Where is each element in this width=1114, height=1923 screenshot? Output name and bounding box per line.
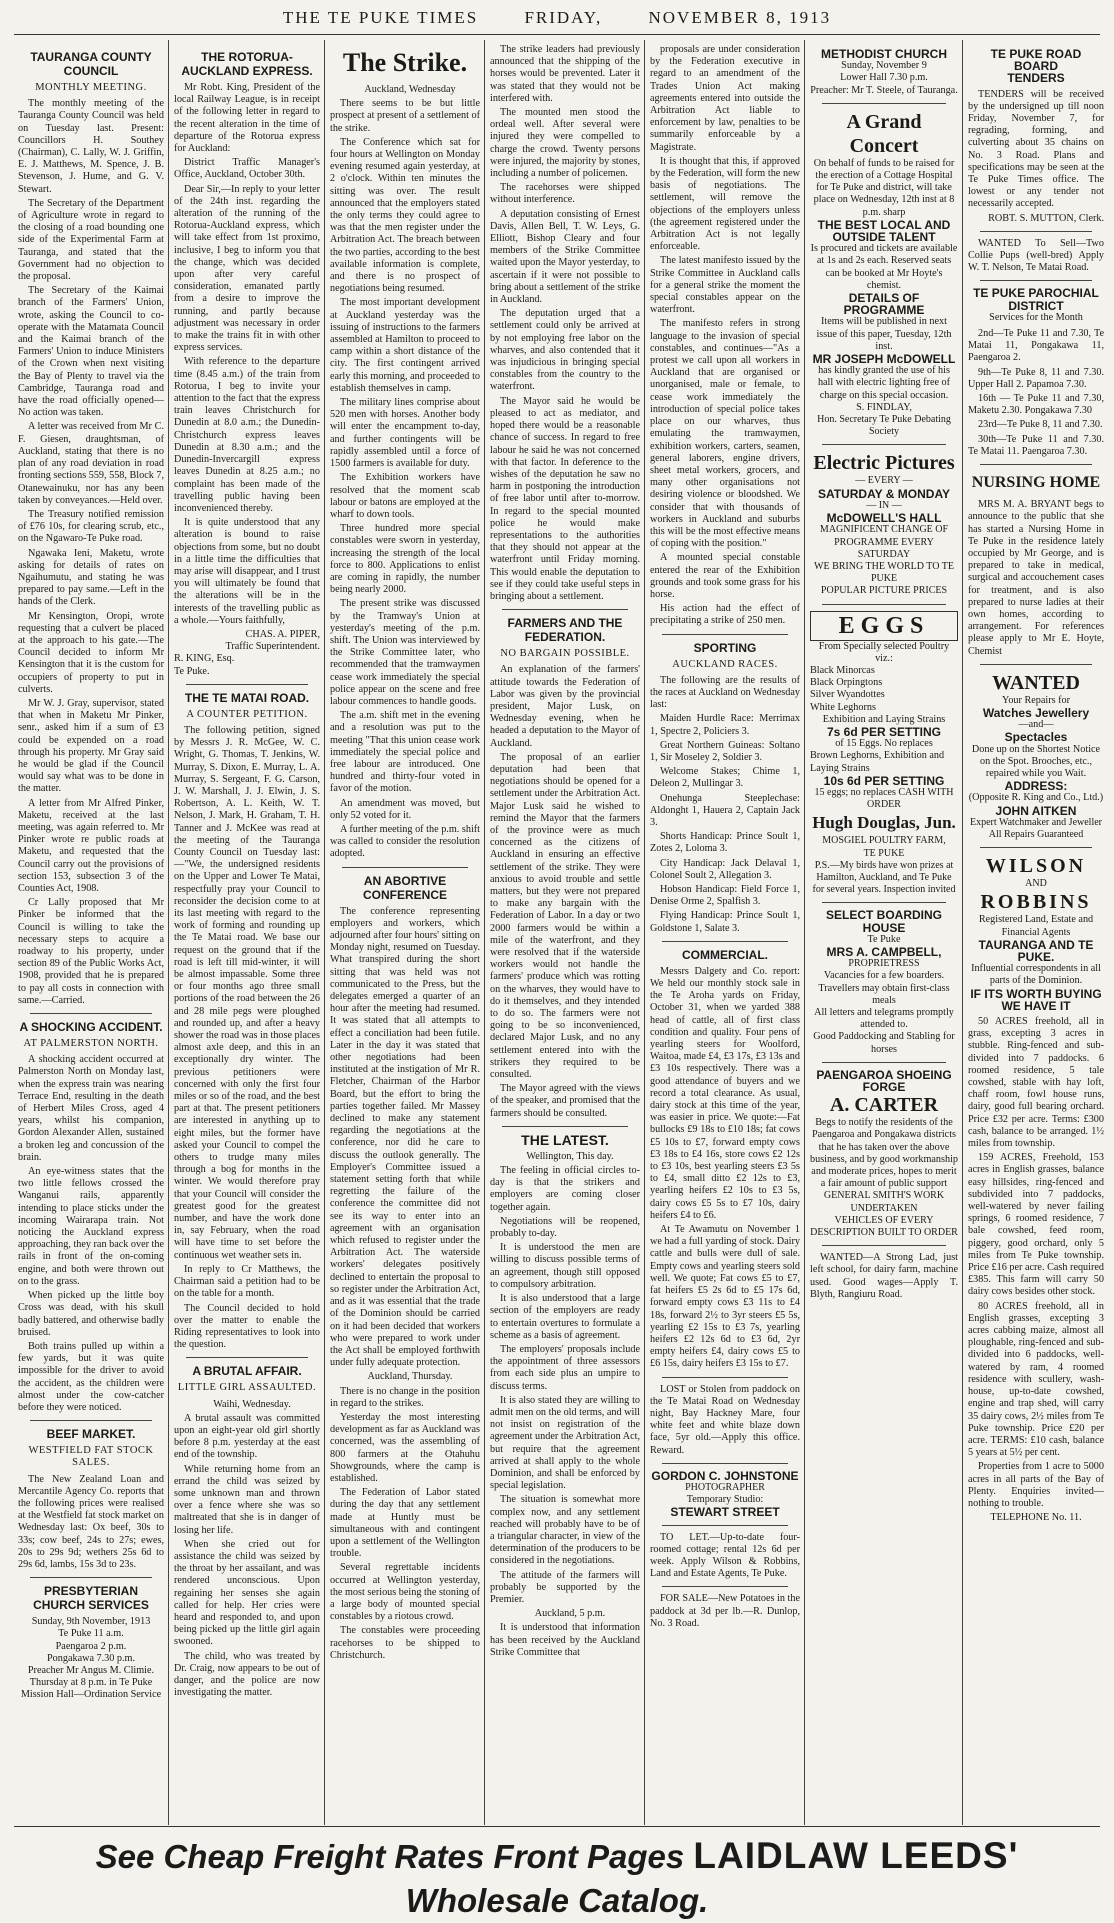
paragraph: A deputation consisting of Ernest Davis, Allen Bell, T. W. Leys, G. Elliott, Bishop Cleary and four members of the Strike Committee waited upon the Mayor yesterday, to ascertain if it were not possible to bring about a settlement of the strike in Auckland. xyxy=(490,208,640,306)
paragraph: A shocking accident occurred at Palmerston North on Monday last, when the express train was nearing Terrace End, resulting in the death of Herbert Miles Cross, aged 4 years, whilst his companion, Gordon Alexander Allen, sustained a broken leg and concussion of the brain. xyxy=(18,1054,164,1163)
paragraph: The following are the results of the races at Auckland on Wednesday last: xyxy=(650,674,800,711)
ad-heading: A Grand Concert xyxy=(846,110,922,157)
paragraph: The manifesto refers in strong language to the invasion of special constables, and continues—"As a protest we call upon all workers in Auckland that are organised or unorganised, male or female, to cease work immediately the introduction of special police takes place on our wharves, thus emulating the tramwaymen, exhibition workers, carters, seamen, general laborers, engine drivers, sheet metal workers, grocers, and many other organisations not desiring violence or bloodshed. We consider that with thousands of workers in Auckland and suburbs this will be the most effective means of coping with the position." xyxy=(650,318,800,550)
divider xyxy=(822,604,946,605)
ad-line: has kindly granted the use of his hall with electric lighting free of charge on this special occasion. xyxy=(817,365,951,401)
studio-label: Temporary Studio: xyxy=(686,1494,764,1506)
paragraph: The monthly meeting of the Tauranga County Council was held on Tuesday last. Present: Councillors H. Southey (Chairman), C. Lally, W. J. Griffin, E. J. Matthews, M. Spence, J. B. Stevenson, J. Hume, and G. V. Stewart. xyxy=(18,98,164,195)
ad-line: VEHICLES OF EVERY DESCRIPTION BUILT TO ORDER xyxy=(810,1214,958,1239)
classified-lost-mare: LOST or Stolen from paddock on the Te Matai Road on Wednesday night, Bay Hackney Mare, four white feet and white blaze down face, 5yr old.—Apply this office. Reward. xyxy=(650,1383,800,1456)
service-entry: 2nd—Te Puke 11 and 7.30, Te Matai 11, Pongakawa 11, Paengaroa 2. xyxy=(968,328,1104,364)
headline-brutal-affair: A BRUTAL AFFAIR. xyxy=(192,1364,302,1379)
classified-collie-pups: WANTED To Sell—Two Collie Pups (well-bred) Apply W. T. Nelson, Te Matai Road. xyxy=(968,237,1104,274)
divider xyxy=(980,664,1092,665)
ad-heading: ROBBINS xyxy=(980,891,1092,914)
divider xyxy=(662,941,788,942)
ad-line: (Opposite R. King and Co., Ltd.) xyxy=(968,792,1104,804)
ad-shoeing-forge xyxy=(810,1069,958,1239)
ad-heading: NURSING HOME xyxy=(971,474,1101,492)
service-line: Sunday, 9th November, 1913 xyxy=(31,1616,151,1628)
ad-road-board xyxy=(968,48,1104,85)
ad-line: — EVERY — xyxy=(855,475,913,487)
studio-address: STEWART STREET xyxy=(670,1505,780,1520)
breed: Black Minorcas xyxy=(810,664,875,676)
ad-parochial xyxy=(968,287,1104,324)
footer-text: See Cheap Freight Rates Front Pages xyxy=(95,1838,685,1875)
paragraph: Several regrettable incidents occurred at Wellington yesterday, the most serious being the stoning of a large body of mounted special constables by a riotous crowd. xyxy=(330,1562,480,1623)
ad-line: On behalf of funds to be raised for the erection of a Cottage Hospital for Te Puke and district, will take place on Wednesday, 12th inst at 8 p.m. sharp xyxy=(813,157,955,218)
service-entry: 30th—Te Puke 11 and 7.30. Te Matai 11. Paengaroa 7.30. xyxy=(968,433,1104,457)
divider xyxy=(822,444,946,445)
ad-line: 15 eggs; no replaces CASH WITH ORDER xyxy=(814,786,954,811)
paragraph: His action had the effect of precipitating a strike of 250 men. xyxy=(650,603,800,627)
ad-line: AND xyxy=(1025,878,1047,890)
divider xyxy=(662,1463,788,1464)
paragraph: The employers' proposals include the appointment of three assessors from each side plus an umpire to discuss terms. xyxy=(490,1343,640,1392)
signature: CHAS. A. PIPER, xyxy=(245,628,320,640)
addressee-place: Te Puke. xyxy=(174,665,210,677)
classified-to-let: TO LET.—Up-to-date four-roomed cottage; rental 12s 6d per week. Apply Wilson & Robbins, Land and Estate Agents, Te Puke. xyxy=(650,1531,800,1580)
paragraph: Mr Kensington, Oropi, wrote requesting that a culvert be placed at the approach to his gate.—The Council decided to inform Mr Kensington that it is the custom for occupiers of property to put in culverts. xyxy=(18,610,164,695)
ad-line: IF ITS WORTH BUYING WE HAVE IT xyxy=(970,986,1102,1013)
paragraph: Ngawaka Ieni, Maketu, wrote asking for details of rates on Ngaihumutu, and stating he was prepared to pay same.—Left in the hands of the Clerk. xyxy=(18,547,164,608)
subhead: AUCKLAND RACES. xyxy=(672,658,778,670)
paper-name: THE TE PUKE TIMES xyxy=(282,8,479,27)
dateline: Auckland, Thursday. xyxy=(367,1371,453,1383)
divider xyxy=(662,1586,788,1587)
column-rule xyxy=(644,40,645,1825)
paragraph: The present strike was discussed by the Tramway's Union at yesterday's meeting of the p.m. shift. The Union was interviewed by the Strike Committee later, who recommended that the tramwaymen cease work immediately the special police appear on the scene and free labour commences to handle goods. xyxy=(330,598,480,707)
ad-line: DETAILS OF PROGRAMME xyxy=(843,291,925,318)
masthead-rule xyxy=(14,34,1100,35)
paragraph: At Te Awamutu on November 1 we had a full yarding of stock. Dairy cattle and bulls were dull of sale. Empty cows and yearling steers sold well. We quote; Fat cows £5 to £7, fat heifers £5 2s 6d to £5 17s 6d, forward empty cows £3 11s to £4 18s, forward 2½ to 3yr steers £5 5s, yearling £2 15s to £3 7s, yearling heifers £2 12s 6d to £3 6d, 2yr empty heifers £4, dairy cows £5 to £6 15s, dairy heifers £3 15s to £7. xyxy=(650,1224,800,1370)
paragraph: The Council decided to hold over the matter to enable the Riding representatives to look into the question. xyxy=(174,1302,320,1351)
subhead: A COUNTER PETITION. xyxy=(186,708,308,720)
ad-line: Services for the Month xyxy=(989,311,1083,323)
paragraph: When she cried out for assistance the child was seized by the throat by her assailant, and was rendered unconscious. Upon regaining her senses she again called for help. Her cries were heard and responded to, and upon being picked up the little girl again swooned. xyxy=(174,1538,320,1648)
signature-title: Traffic Superintendent. xyxy=(225,641,320,653)
paragraph: When picked up the little boy Cross was dead, with his skull badly battered, and otherwise badly bruised. xyxy=(18,1290,164,1338)
headline-accident: A SHOCKING ACCIDENT. xyxy=(19,1020,163,1035)
paragraph: The attitude of the farmers will probably be supported by the Premier. xyxy=(490,1569,640,1605)
race-result: Hobson Handicap: Field Force 1, Denise Orme 2, Spalfish 3. xyxy=(650,884,800,908)
photographer-title: PHOTOGRAPHER xyxy=(685,1481,765,1493)
ad-line: MAGNIFICENT CHANGE OF PROGRAMME EVERY SATURDAY xyxy=(819,524,949,560)
divider xyxy=(502,609,628,610)
headline-te-matai-road: THE TE MATAI ROAD. xyxy=(184,690,310,705)
ad-methodist xyxy=(810,48,958,97)
divider xyxy=(980,231,1092,232)
ad-line: THE BEST LOCAL AND OUTSIDE TALENT xyxy=(817,217,951,245)
race-result: Welcome Stakes; Chime 1, Deleon 2, Mullingar 3. xyxy=(650,766,800,790)
paragraph: It is also understood that a large section of the employers are ready to entertain overtures to formulate a scheme as a basis of agreement. xyxy=(490,1293,640,1341)
ad-line: Exhibition and Laying Strains xyxy=(822,713,946,725)
ad-photographer xyxy=(650,1470,800,1519)
paragraph: MRS M. A. BRYANT begs to announce to the public that she has started a Nursing Home in Te Puke in the residence lately occupied by Mr George, and is prepared to take in medical, surgical and accouchement cases for treatment, and is also prepared to nurse ladies at their own homes, according to arrangement. For references please apply to Mr E. Hoyte, Chemist xyxy=(968,499,1104,657)
ad-nursing-home xyxy=(968,471,1104,495)
paragraph: Three hundred more special constables were sworn in yesterday, increasing the strength of the local force to 800. Applications to enlist are coming in rapidly, the number being nearly 2000. xyxy=(330,523,480,596)
ad-line: Is procured and tickets are available at 1s and 2s each. Reserved seats can be booked at Mr Hoyte's chemist. xyxy=(810,243,958,291)
service-line: Thursday at 8 p.m. in Te Puke Mission Hall—Ordination Service xyxy=(20,1677,162,1701)
divider xyxy=(822,1245,946,1246)
paragraph: The Secretary of the Department of Agriculture wrote in regard to the closing of a road bounding one side of the Experimental Farm at Tauranga, and stated that the Government had no objection to the proposal. xyxy=(18,197,164,283)
service-line: Paengaroa 2 p.m. xyxy=(55,1640,127,1652)
classified-wanted-lad: WANTED—A Strong Lad, just left school, for dairy farm, machine used. Good wages—Apply T. Blyth, Rangiuru Road. xyxy=(810,1252,958,1300)
paragraph: The Mayor said he would be pleased to act as mediator, and hoped there would be a reasonable chance of success. In regard to free labour he said he was not concerned with that factor. In deference to the wishes of the deputation he saw no harm in postponing the introduction of free labor until after to-morrow. In regard to the special mounted police he would make representations to the authorities that they should not appear at the waterfront until Friday morning. This would enable the deputation to see if they could take useful steps in bringing about a settlement. xyxy=(490,395,640,602)
headline-express: THE ROTORUA-AUCKLAND EXPRESS. xyxy=(181,50,313,78)
paragraph: The New Zealand Loan and Mercantile Agency Co. reports that the following prices were realised at the Westfield fat stock market on Wednesday last: Ox beef, 30s to 33s; cow beef, 24s to 27s; ewes, 20s to 29s 9d; wethers 25s 6d to 29s 6d, lambs, 15s 3d to 23s. xyxy=(18,1473,164,1570)
breed: Silver Wyandottes xyxy=(810,689,885,701)
paragraph: The feeling in official circles to-day is that the strikers and employers are coming closer together again. xyxy=(490,1165,640,1213)
divider xyxy=(822,902,946,903)
paragraph: The most important development at Auckland yesterday was the issuing of instructions to the farmers assembled at Hamilton to proceed to camp within a short distance of the city. The first contingent arrived early this morning, and proceeded to establish themselves in camp. xyxy=(330,297,480,394)
ad-eggs xyxy=(810,611,958,897)
divider xyxy=(980,464,1092,465)
paragraph: The Exhibition workers have resolved that the moment scab labour or batons are employed at the wharf to down tools. xyxy=(330,472,480,520)
ad-line: Te Puke xyxy=(867,933,901,945)
headline-the-strike: The Strike. xyxy=(342,48,468,77)
property-listing: 80 ACRES freehold, all in English grasses, excepting 3 acres cabbing maize, almost all ploughable, ring-fenced and sub-divided into 6 paddocks, well-watered by ram, 4 roomed residence with scullery, wash-house, up-to-date cowshed, engine and trap shed, will carry 35 dairy cows, 2½ miles from Te Puke township. Price £20 per acre. TERMS: £10 cash, balance 5 years at 5½ per cent. xyxy=(968,1300,1104,1459)
paragraph: It is thought that this, if approved by the Federation, will form the new basis of negotiations. The settlement, will remove the objections of the employers unless (the agreement registered under the Arbitration Act is not legally enforceable. xyxy=(650,155,800,253)
ad-line: Your Repairs for xyxy=(1001,694,1070,706)
ad-line: SATURDAY & MONDAY xyxy=(817,486,951,501)
ad-line: S. FINDLAY, xyxy=(856,401,912,413)
ad-line: Registered Land, Estate and Financial Agents xyxy=(978,914,1094,938)
ad-line: TE PUKE xyxy=(863,847,905,859)
paragraph: Yesterday the most interesting development as far as Auckland was concerned, was the assembling of 800 farmers at the Otahuhu Showgrounds, where the camp is established. xyxy=(330,1411,480,1484)
paragraph: Dear Sir,—In reply to your letter of the 24th inst. regarding the alteration of the running of the Rotorua-Auckland express, which will take effect from 1st proximo, inclusive, I beg to inform you that the change, which was decided upon after very careful consideration, emanated partly from a desire to improve the running, and partly because adjustment was necessary in order to make the trains fit in with other express services. xyxy=(174,183,320,354)
paragraph: A further meeting of the p.m. shift was called to consider the resolution adopted. xyxy=(330,823,480,860)
dateline: Waihi, Wednesday. xyxy=(213,1398,291,1410)
ad-wilson-robbins xyxy=(968,854,1104,1012)
price: 7s 6d PER SETTING xyxy=(826,724,942,739)
divider xyxy=(980,280,1092,281)
paragraph: The constables were proceeding racehorses to be shipped to Christchurch. xyxy=(330,1625,480,1661)
subhead: AT PALMERSTON NORTH. xyxy=(23,1038,159,1050)
column-rule xyxy=(804,40,805,1825)
paragraph: It is understood that information has been received by the Auckland Strike Committee that xyxy=(490,1622,640,1658)
paragraph: The situation is somewhat more complex now, and any settlement reached will probably have to be of a triangular character, in view of the determination of the producers to be considered in the negotiations. xyxy=(490,1494,640,1567)
race-result: Onehunga Steeplechase: Aldonght 1, Hauera 2, Captain Jack 3. xyxy=(650,792,800,828)
ad-heading: TE PUKE ROAD BOARD xyxy=(990,47,1082,74)
paragraph: The strike leaders had previously announced that the shipping of the horses would be prevented. Later it was stated that they would not be interfered with. xyxy=(490,44,640,104)
issue-day: FRIDAY, xyxy=(524,8,603,27)
paragraph: A letter was received from Mr C. F. Giesen, draughtsman, of Auckland, stating that there is no plan of any road deviation in road fronting sections 559, 558, Block 7, Otanewainuku, nor has any been taken by conveyances.—Held over. xyxy=(18,421,164,506)
ad-heading: TE PUKE PAROCHIAL DISTRICT xyxy=(973,286,1099,313)
paragraph: The mounted men stood the ordeal well. After several were injured they were compelled to charge the crowd. Twenty persons were injured, the majority by stones, including a number of policemen. xyxy=(490,107,640,180)
paragraph: In reply to Cr Matthews, the Chairman said a petition had to be on the table for a month. xyxy=(174,1263,320,1300)
race-result: Great Northern Guineas: Soltano 1, Sir Moseley 2, Soldier 3. xyxy=(650,739,800,763)
service-line: Te Puke 11 a.m. xyxy=(58,1628,124,1640)
ad-heading: PAENGAROA SHOEING FORGE xyxy=(816,1067,952,1095)
addressee: R. KING, Esq. xyxy=(174,653,235,665)
service-line: Pongakawa 7.30 p.m. xyxy=(47,1652,135,1664)
service-entry: 16th — Te Puke 11 and 7.30, Maketu 2.30. Pongakawa 7.30 xyxy=(968,393,1104,417)
service-line: Preacher Mr Angus M. Climie. xyxy=(27,1664,155,1676)
issue-date: NOVEMBER 8, 1913 xyxy=(648,8,832,27)
subhead: MONTHLY MEETING. xyxy=(35,82,147,93)
paragraph: Cr Lally proposed that Mr Pinker be informed that the Council is willing to take the necessary steps to acquire a roadway to his property, under section 89 of the Public Works Act, 1908, provided that he is prepared to pay all costs in connection with same.—Carried. xyxy=(18,897,164,1006)
subhead: LITTLE GIRL ASSAULTED. xyxy=(177,1382,317,1394)
divider xyxy=(502,1126,628,1127)
ad-line: WE BRING THE WORLD TO TE PUKE xyxy=(814,560,954,585)
dateline: Wellington, This day. xyxy=(526,1150,614,1162)
ad-grand-concert xyxy=(810,110,958,439)
ad-line: POPULAR PICTURE PRICES xyxy=(820,585,948,597)
race-result: Shorts Handicap: Prince Soult 1, Zotes 2, Loloma 3. xyxy=(650,831,800,855)
divider xyxy=(30,1577,152,1578)
advertiser-name: JOHN AITKEN xyxy=(995,803,1077,818)
property-listing: 159 ACRES, Freehold, 153 acres in English grasses, balance easy hillsides, ring-fenced and subdivided into 7 paddocks, well-watered by never failing springs, 6 roomed residence, 7 bale cowshed, feed room, piggery, good orchard, only 5 miles from Te Puke township. Price £16 per acre. Cash required £385. This farm will carry 50 dairy cows besides other stock. xyxy=(968,1152,1104,1298)
subhead: NO BARGAIN POSSIBLE. xyxy=(500,648,630,660)
paragraph: The Mayor agreed with the views of the speaker, and promised that the farmers should be consulted. xyxy=(490,1083,640,1119)
ad-line: Items will be published in next issue of this paper, Tuesday, 12th inst. xyxy=(816,316,952,352)
ad-line: TAURANGA AND TE PUKE. xyxy=(978,937,1094,964)
paragraph: It is understood the men are willing to discuss possible terms of an agreement, though still opposed to compulsory arbitration. xyxy=(490,1242,640,1290)
footer-text: Wholesale Catalog. xyxy=(405,1882,709,1919)
footer-banner xyxy=(20,1834,1094,1923)
race-result: Maiden Hurdle Race: Merrimax 1, Spectre 2, Policiers 3. xyxy=(650,713,800,737)
race-result: Flying Handicap: Prince Soult 1, Goldstone 1, Salate 3. xyxy=(650,910,800,934)
divider xyxy=(662,1377,788,1378)
ad-line: ADDRESS: xyxy=(1004,779,1068,794)
ad-line: From Specially selected Poultry viz.: xyxy=(818,640,950,664)
paragraph: The racehorses were shipped without interference. xyxy=(490,182,640,206)
ad-line: Brown Leghorns, Exhibition and Laying Strains xyxy=(810,750,945,774)
paragraph: The proposal of an earlier deputation had been that negotiations should be opened for a settlement under the Arbitration Act. Major Lusk said he wished to remind the Mayor that the farmers of the province were as much concerned as the citizens of Auckland in ensuring an effective settlement of the strike. They were anxious to avoid trouble and settle matters, but they were not prepared to make any bargain with the Federation of Labor. In a day or two 2000 farmers would be within a mile of the waterfront, and they were resolved that if the waterside workers would not handle the farmers' produce which was rotting on the wharves, they would have to do it themselves, and they intended to do so. The farmers were not going to be so inconvenienced, declared Major Lusk, and no any settlement entered into with the strikers they required to be consulted. xyxy=(490,751,640,1081)
race-result: City Handicap: Jack Delaval 1, Colonel Soult 2, Allegation 3. xyxy=(650,857,800,881)
ad-line: MR JOSEPH McDOWELL xyxy=(812,352,956,367)
paragraph: An explanation of the farmers' attitude towards the Federation of Labor was given by the provincial president, Major Lusk, on Wednesday evening, when he headed a deputation to the Mayor of Auckland. xyxy=(490,664,640,749)
column-1 xyxy=(18,44,164,1824)
footer-brand: LAIDLAW LEEDS' xyxy=(693,1835,1019,1876)
divider xyxy=(662,1525,788,1526)
paragraph: Both trains pulled up within a few yards, but it was quite impossible for the driver to avoid the accident, as the children were almost under the cow-catcher before they were noticed. xyxy=(18,1340,164,1413)
paragraph: A mounted special constable entered the rear of the Exhibition grounds and took some grass for his horse. xyxy=(650,552,800,600)
column-6 xyxy=(810,44,958,1824)
ad-line: Good Paddocking and Stabling for horses xyxy=(813,1031,955,1055)
ad-heading: EGGS xyxy=(810,611,958,641)
divider xyxy=(186,684,308,685)
paragraph: TENDERS will be received by the undersigned up till noon Friday, November 7, for regrading, forming, and culverting about 35 chains on No. 3 Road. Plans and specifications may be seen at the Te Puke Times office. The lowest or any tender not necessarily accepted. xyxy=(968,88,1104,210)
ad-line: PROPRIETRESS xyxy=(848,958,920,970)
ad-line: Lower Hall 7.30 p.m. xyxy=(840,72,928,84)
ad-line: Sunday, November 9 xyxy=(841,60,927,72)
paragraph: While returning home from an errand the child was seized by some unknown man and thrown over a fence where she was so maltreated that she is in danger of losing her life. xyxy=(174,1463,320,1536)
ad-line: All Repairs Guaranteed xyxy=(988,828,1084,840)
subhead: WESTFIELD FAT STOCK SALES. xyxy=(28,1445,154,1469)
photographer-name: GORDON C. JOHNSTONE xyxy=(651,1468,799,1483)
paragraph: The Conference which sat for four hours at Wellington on Monday evening resumed again yesterday, at 2 o'clock. Within ten minutes the sitting was over. The result announced that the employers stated the only terms they could agree to was that the men register under the Arbitration Act. The breach between the two parties, according to the best available information is complete, and there is no prospect of negotiations being resumed. xyxy=(330,136,480,295)
paragraph: An amendment was moved, but only 52 voted for it. xyxy=(330,797,480,821)
column-rule xyxy=(324,40,325,1825)
ad-line: Watches Jewellery xyxy=(982,705,1090,720)
divider xyxy=(980,847,1092,848)
column-5 xyxy=(650,44,800,1824)
paragraph: The military lines comprise about 520 men with horses. Another body will enter the encampment to-day, and further contingents will be rapidly assembled until a force of 1500 farmers is available for duty. xyxy=(330,397,480,470)
ad-jeweller xyxy=(968,671,1104,841)
property-listing: Properties from 1 acre to 5000 acres in all parts of the Bay of Plenty. Enquiries invited—nothing to trouble. xyxy=(968,1461,1104,1509)
paragraph: The child, who was treated by Dr. Craig, now appears to be out of danger, and the police are now investigating the matter. xyxy=(174,1650,320,1699)
paragraph: Mr W. J. Gray, supervisor, stated that when in Maketu Mr Pinker, senr., asked him if a sum of £3 could be expended on a road through his property. Mr Gray said he would be glad if the Council would say what was to be done in the matter. xyxy=(18,697,164,795)
ad-line: P.S.—My birds have won prizes at Hamilton, Auckland, and Te Puke for several years. Inspection invited xyxy=(812,859,956,896)
ad-line: All letters and telegrams promptly attended to. xyxy=(814,1007,954,1031)
ad-line: Expert Watchmaker and Jeweller xyxy=(969,816,1102,828)
paragraph: The a.m. shift met in the evening and a resolution was put to the meeting "That this union cease work immediately the special police and free labour are introduced. One hundred and thirty-four voted in favor of the motion. xyxy=(330,710,480,795)
ad-line: MRS A. CAMPBELL, xyxy=(826,944,942,959)
paragraph: With reference to the departure time (8.45 a.m.) of the train from Rotorua, I beg to invite your attention to the fact that the express train leaves Christchurch for Dunedin at 8.0 a.m.; the Dunedin-Christchurch express leaves Dunedin at 8.30 a.m.; and the Dunedin-Invercargill express leaves Dunedin at 8.25 a.m.; no complaint has been made of the travelling public having been inconvenienced thereby. xyxy=(174,356,320,514)
advertiser-name: Hugh Douglas, Jun. xyxy=(812,813,956,833)
dateline: Auckland, 5 p.m. xyxy=(534,1608,606,1620)
ad-heading: WILSON xyxy=(985,855,1087,878)
breed: White Leghorns xyxy=(810,701,876,713)
divider xyxy=(822,1062,946,1063)
paragraph: The Federation of Labor stated during the day that any settlement made at Huntly must be simultaneous with and contingent upon a settlement of the Wellington trouble. xyxy=(330,1487,480,1560)
headline-sporting: SPORTING xyxy=(693,640,757,655)
paragraph: District Traffic Manager's Office, Auckland, October 30th. xyxy=(174,157,320,181)
breed: Black Orpingtons xyxy=(810,677,883,689)
paragraph: An eye-witness states that the two little fellows crossed the Wanganui rails, apparently intending to place sticks under the incoming Wairarapa train. Not noticing the Auckland express approaching, they ran back over the rails in front of the on-coming engine, and both were thrown out on to the grass. xyxy=(18,1166,164,1287)
ad-line: MOSGIEL POULTRY FARM, xyxy=(822,835,946,847)
headline-county-council: TAURANGA COUNTY COUNCIL xyxy=(30,50,152,78)
ad-heading: SELECT BOARDING HOUSE xyxy=(825,908,942,935)
paragraph: Mr Robt. King, President of the local Railway League, is in receipt of the following letter in regard to the recent alteration in the time of departure of the Rotorua express for Auckland: xyxy=(174,82,320,155)
signature: ROBT. S. MUTTON, Clerk. xyxy=(988,212,1104,224)
ad-line: Spectacles xyxy=(1004,730,1068,745)
ad-line: Travellers may obtain first-class meals xyxy=(818,982,950,1006)
paragraph: proposals are under consideration by the Federation executive in regard to an amendment of the Trades Union Act making agreements entered into outside the Arbitration Act liable to enforcement by law, penalties to be summarily enforceable by a Magistrate. xyxy=(650,44,800,153)
headline-farmers-federation: FARMERS AND THE FEDERATION. xyxy=(507,616,623,645)
ad-line: — IN — xyxy=(866,499,902,511)
price: 10s 6d PER SETTING xyxy=(823,773,945,788)
advertiser-name: A. CARTER xyxy=(829,1094,939,1117)
column-4 xyxy=(490,44,640,1824)
ad-line: Begs to notify the residents of the Paengaroa and Pongakawa districts that he has taken over the above business, and by good workmanship and moderate prices, hopes to merit a fair amount of public support xyxy=(810,1117,958,1190)
telephone: TELEPHONE No. 11. xyxy=(990,1512,1082,1524)
ad-line: Preacher: Mr T. Steele, of Tauranga. xyxy=(810,84,958,96)
paragraph: The Treasury notified remission of £76 10s, for clearing scrub, etc., on the Ngawaro-Te Puke road. xyxy=(18,508,164,545)
headline-beef-market: BEEF MARKET. xyxy=(46,1427,136,1442)
paragraph: Negotiations will be reopened, probably to-day. xyxy=(490,1215,640,1240)
paragraph: The following petition, signed by Messrs J. R. McGee, W. C. Wright, G. Thomas, T. Jenkins, W. Murray, S. Dixon, E. Murray, L. A. Murray, S. Sergeant, F. G. Carson, J. W. Marshall, J. J. Elwin, J. S. Robertson, A. L. Keith, W. T. Nelson, J. Mark, H. Graham, T. H. Tanner and J. McKee was read at the meeting of the Tauranga County Council on Tuesday last:—"We, the undersigned residents on the Upper and Lower Te Matai, respectfully pray your Council to reconsider the decision come to at its last meeting with regard to the work of forming and rounding up the Te Matai road. We base our request on the ground that if the road is left till mid-winter, it will be almost impassable. Some three or four months ago three small portions of the road between the 26 and 28 mile pegs were ploughed and rounded up, and after a heavy shower the road was in those places almost axle deep, and this in an exceptionally dry winter. The previous petitioners were concerned with only the first four miles or so of the road, and the best part at that. The present petitioners are interested in anything up to eight miles, but the former have asked your Council to compel the others to trudge many miles through a bog for months in the winter. We would therefore pray that your Council will consider the greatest good for the greatest number, and have the work done in, say February, when the road will have time to set before the continuous wet weather sets in. xyxy=(174,724,320,1261)
classified-for-sale: FOR SALE—New Potatoes in the paddock at 3d per lb.—R. Dunlop, No. 3 Road. xyxy=(650,1593,800,1629)
column-rule xyxy=(484,40,485,1825)
column-7 xyxy=(968,44,1104,1824)
column-3 xyxy=(330,44,480,1824)
divider xyxy=(30,1013,152,1014)
dateline: Auckland, Wednesday xyxy=(364,84,456,95)
paragraph: The latest manifesto issued by the Strike Committee in Auckland calls for a general strike the moment the special constables appear on the waterfront. xyxy=(650,255,800,316)
headline-the-latest: THE LATEST. xyxy=(521,1131,609,1148)
column-2 xyxy=(174,44,320,1824)
ad-line: Influential correspondents in all parts of the Dominion. xyxy=(971,963,1101,987)
paragraph: Messrs Dalgety and Co. report: We held our monthly stock sale in the Te Aroha yards on Friday, October 31, when we yarded 388 head of cattle, all of first class condition and quality. Four pens of yearling steers for Woolford, Waitoa, made £4, £3 17s, £3 13s and £3 10s respectively. There was a good attendance of buyers and we record a total clearance. As usual, dairy stock at this time of the year, was easier in price. We quote:—Fat bullocks £9 18s to £10 18s; fat cows £5 10s to £7, forward empty cows £3 18s to £4 16s, store cows £2 12s to £3 10s, best yearling steers £3 5s to £4, small ditto £2 12s to £3, yearling heifers £2 10s to £3 5s, dairy cows £5 5s to £7 10s, dairy heifers £4 to £6. xyxy=(650,965,800,1221)
divider xyxy=(186,1357,308,1358)
ad-heading: METHODIST CHURCH xyxy=(821,47,947,61)
paragraph: The Secretary of the Kaimai branch of the Farmers' Union, wrote, asking the Council to co-operate with the Matamata Council and the Kaimai branch of the Farmers' Union to induce Ministers of the Crown when next visiting the Bay of Plenty to travel via the Cambridge, Tauranga road and have the road officially opened—No action was taken. xyxy=(18,285,164,419)
paragraph: It is also stated they are willing to admit men on the old terms, and will not insist on registration of the agreement under the Arbitration Act, but require that the agreement arrived at shall apply to the whole Dominion, and shall be enforced by special legislation. xyxy=(490,1394,640,1492)
divider xyxy=(30,1420,152,1421)
ad-line: GENERAL SMITH'S WORK UNDERTAKEN xyxy=(823,1190,945,1214)
paragraph: A brutal assault was committed upon an eight-year old girl shortly before 8 p.m. yesterday at the east end of the township. xyxy=(174,1412,320,1461)
ad-heading: Electric Pictures xyxy=(813,452,955,475)
paragraph: The deputation urged that a settlement could only be arrived at by not employing free labor on the wharves, and also contended that it was injudicious in bringing special constables from the country to the waterfront. xyxy=(490,308,640,393)
ad-line: Done up on the Shortest Notice on the Spot. Brooches, etc., repaired while you Wait. xyxy=(971,743,1101,779)
paragraph: There is no change in the position in regard to the strikes. xyxy=(330,1385,480,1409)
ad-line: Vacancies for a few boarders. xyxy=(823,970,945,982)
headline-abortive-conference: AN ABORTIVE CONFERENCE xyxy=(362,873,447,902)
property-listing: 50 ACRES freehold, all in grass, excepting 3 acres in stubble. Ring-fenced and sub-divided into 7 paddocks. 6 roomed residence, 5 tale cowshed, stable with hay loft, chaff room, fowl house runs, dairy, good full bearing orchard. Price £32 per acre. Terms: £300 cash, balance to be arranged. 1½ miles from township. xyxy=(968,1016,1104,1150)
paragraph: There seems to be but little prospect at present of a settlement of the strike. xyxy=(330,98,480,134)
paragraph: A letter from Mr Alfred Pinker, Maketu, received at the last meeting, was again referred to. Mr Pinker wrote re public roads at Maketu, and requested that the Council carry out the provisions of section 153, subsection 3 of the Counties Act, 1908. xyxy=(18,797,164,894)
column-rule xyxy=(168,40,169,1825)
footer-rule xyxy=(14,1826,1100,1827)
ad-line: of 15 Eggs. No replaces xyxy=(835,738,933,750)
headline-presbyterian: PRESBYTERIAN CHURCH SERVICES xyxy=(33,1584,149,1613)
ad-electric-pictures xyxy=(810,451,958,597)
ad-line: Hon. Secretary Te Puke Debating Society xyxy=(817,414,951,438)
paragraph: It is quite understood that any alteration is bound to raise objections from some, but no doubt in a little time the difficulties that may arise will disappear, and I trust you will ultimately be found that the alterations will be in the interests of the travelling public as a whole.—Yours faithfully, xyxy=(174,517,320,626)
ad-line: TENDERS xyxy=(1007,71,1065,86)
divider xyxy=(662,634,788,635)
ad-line: —and— xyxy=(1018,719,1054,731)
masthead xyxy=(0,8,1114,28)
service-entry: 23rd—Te Puke 8, 11 and 7.30. xyxy=(978,419,1103,431)
ad-boarding-house xyxy=(810,909,958,1055)
divider xyxy=(342,867,468,868)
paragraph: The conference representing employers and workers, which adjourned after four hours' sitting on Monday night, resumed on Tuesday. What transpired during the short sitting that was held was not communicated to the Press, but the delegates emerged a quarter of an hour after the meeting had resumed. It was stated that all attempts to effect a conciliation had been futile. Later in the day it was stated that other negotiations had been instituted at the instigation of Mr R. Fletcher, Chairman of the Harbor Board, but the effort to bring the parties together failed. Mr Massey declined to make any statement regarding the negotiations at the conference, nor did he care to discuss the outlook generally. The Employer's Committee issued a statement setting forth that while regretting the failure of the conference the committee did not see its way to enter into an agreement with an organisation which refused to register under the Arbitration Act. The waterside workers' delegates positively declined to entertain the proposal to so register under the Arbitration Act, and as it was essential that the trade of the Dominion should be carried on it had been decided that workers who were prepared to work under the Act shall be employed forthwith under fully adequate protection. xyxy=(330,905,480,1369)
ad-line: McDOWELL'S HALL xyxy=(826,511,942,526)
divider xyxy=(822,103,946,104)
ad-heading: WANTED xyxy=(992,671,1080,694)
headline-commercial: COMMERCIAL. xyxy=(682,947,768,962)
service-entry: 9th—Te Puke 8, 11 and 7.30. Upper Hall 2. Papamoa 7.30. xyxy=(968,366,1104,390)
column-rule xyxy=(962,40,963,1825)
